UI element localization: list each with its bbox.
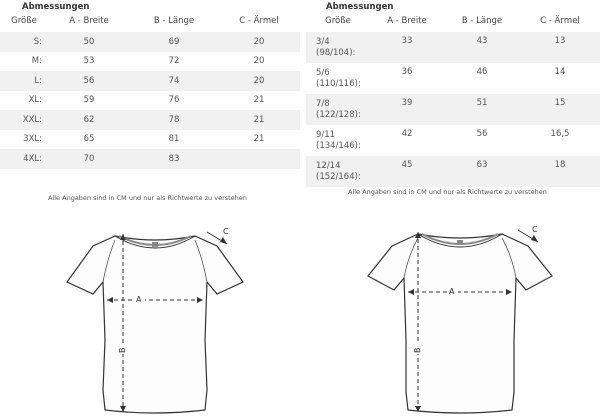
size-cell: XXL: [0,110,48,130]
sleeve-cell: 21 [218,110,300,130]
size-cell: 5/6 (110/116): [316,67,361,89]
table-row [0,149,300,169]
left-heading: Abmessungen [22,2,90,12]
size-cell: 3XL: [23,134,42,145]
header-sleeve: C - Ärmel [239,16,279,26]
length-cell: 83 [130,149,218,169]
size-cell: S: [0,32,48,52]
header-sleeve: C - Ärmel [540,16,580,26]
sleeve-cell: 15 [520,94,600,125]
header-width: A - Breite [387,16,427,26]
sleeve-cell: 16,5 [550,129,570,139]
right-shirt-diagram [360,220,560,418]
shirt-outline [368,234,552,413]
table-row [0,110,300,130]
sleeve-label: C [223,227,229,236]
size-cell: 4XL: [0,149,48,169]
length-cell: 51 [444,94,520,125]
width-cell: 33 [370,32,444,63]
width-label: A [136,295,142,304]
width-cell: 36 [401,67,413,77]
length-cell: 72 [168,56,180,67]
sleeve-cell: 18 [520,156,600,187]
table-row [306,32,600,63]
sleeve-cell: 14 [554,67,566,77]
width-cell: 42 [401,129,413,139]
width-cell: 70 [48,149,130,169]
sleeve-cell: 13 [520,32,600,63]
size-cell: 12/14 (152/164): [306,156,370,187]
table-row [306,125,600,156]
sleeve-cell [218,149,300,169]
size-cell: XL: [28,95,42,106]
table-row [0,52,300,72]
sleeve-label: C [532,225,538,234]
length-cell: 63 [444,156,520,187]
width-cell: 45 [370,156,444,187]
table-row [0,130,300,150]
sleeve-cell: 20 [253,56,265,67]
table-row [306,63,600,94]
header-size: Größe [11,16,37,26]
header-length: B - Länge [153,16,195,26]
length-cell: 74 [130,71,218,91]
length-cell: 43 [444,32,520,63]
length-cell: 81 [168,134,180,145]
sleeve-cell: 21 [253,134,265,145]
table-row [0,91,300,111]
length-cell: 76 [168,95,180,106]
length-label: B [413,347,422,353]
width-cell: 39 [370,94,444,125]
size-cell: L: [0,71,48,91]
size-cell: 7/8 (122/128): [306,94,370,125]
length-cell: 46 [476,67,488,77]
left-note: Alle Angaben sind in CM und nur als Richtwerte zu verstehen [48,194,247,202]
header-width: A - Breite [69,16,109,26]
length-cell: 56 [476,129,488,139]
shirt-outline [67,236,243,413]
sleeve-cell: 20 [218,32,300,52]
header-size: Größe [325,16,351,26]
header-length: B - Länge [461,16,503,26]
width-cell: 65 [83,134,95,145]
right-note: Alle Angaben sind in CM und nur als Richtwerte zu verstehen [348,188,547,196]
table-row [0,32,300,52]
length-cell: 69 [130,32,218,52]
width-label: A [449,287,455,296]
width-cell: 59 [83,95,95,106]
sleeve-cell: 20 [218,71,300,91]
sleeve-cell: 21 [253,95,265,106]
size-cell: 3/4 (98/104): [306,32,370,63]
width-cell: 50 [48,32,130,52]
right-size-table [306,10,600,187]
width-cell: 62 [48,110,130,130]
width-cell: 53 [83,56,95,67]
table-row [0,71,300,91]
width-cell: 56 [48,71,130,91]
size-cell: M: [31,56,42,67]
length-label: B [118,347,127,353]
left-shirt-diagram [55,220,255,418]
right-heading: Abmessungen [326,2,394,12]
table-row [306,94,600,125]
left-size-table [0,10,300,169]
size-cell: 9/11 (134/146): [316,129,361,151]
length-cell: 78 [130,110,218,130]
table-row [306,156,600,187]
